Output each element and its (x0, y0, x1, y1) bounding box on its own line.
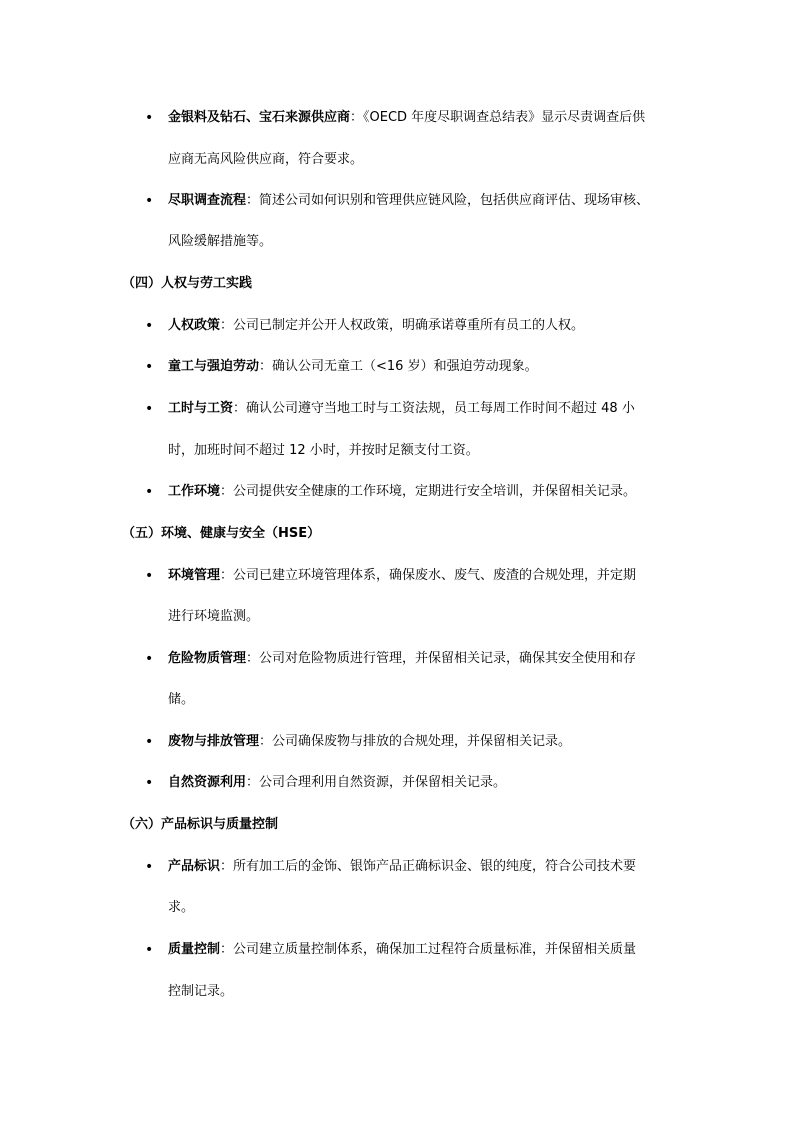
item-term: 产品标识 (168, 859, 221, 874)
bullet: • (145, 193, 154, 209)
bullet: • (145, 734, 154, 750)
bullet: • (145, 942, 154, 958)
item-description: ：公司已制定并公开人权政策，明确承诺尊重所有员工的人权。 (220, 318, 585, 333)
bullet: • (145, 775, 154, 791)
item-term: 工作环境 (168, 484, 221, 499)
item-term: 尽职调查流程 (168, 193, 247, 208)
item-term: 质量控制 (168, 942, 221, 957)
item-term: 金银料及钻石、宝石来源供应商 (168, 110, 351, 125)
item-description: ：《OECD 年度尽职调查总结表》显示尽责调查后供 (350, 110, 646, 125)
bullet: • (145, 359, 154, 375)
item-term: 人权政策 (168, 318, 221, 333)
bullet: • (145, 568, 154, 584)
bullet: • (145, 110, 154, 126)
item-description: ：确认公司遵守当地工时与工资法规，员工每周工作时间不超过 48 小 (233, 401, 635, 416)
item-description: ：所有加工后的金饰、银饰产品正确标识金、银的纯度，符合公司技术要 (220, 859, 637, 874)
item-term: 环境管理 (168, 568, 221, 583)
item-term: 废物与排放管理 (168, 734, 260, 749)
item-description: ：公司对危险物质进行管理，并保留相关记录，确保其安全使用和存 (246, 651, 637, 666)
item-description: ：公司提供安全健康的工作环境，定期进行安全培训，并保留相关记录。 (220, 484, 637, 499)
bullet: • (145, 651, 154, 667)
item-description: ：公司合理利用自然资源，并保留相关记录。 (246, 775, 507, 790)
item-term: 危险物质管理 (168, 651, 247, 666)
bullet: • (145, 484, 154, 500)
item-term: 自然资源利用 (168, 775, 247, 790)
item-term: 童工与强迫劳动 (168, 359, 260, 374)
item-description: ：确认公司无童工（<16 岁）和强迫劳动现象。 (259, 359, 538, 374)
item-description: ：公司已建立环境管理体系，确保废水、废气、废渣的合规处理，并定期 (220, 568, 637, 583)
item-description: ：简述公司如何识别和管理供应链风险，包括供应商评估、现场审核、 (246, 193, 650, 208)
bullet: • (145, 401, 154, 417)
bullet: • (145, 318, 154, 334)
document-page: • 金银料及钻石、宝石来源供应商：《OECD 年度尽职调查总结表》显示尽责调查后供 应商无高风险供应商，符合要求。 • 尽职调查流程：简述公司如何识别和管理供应链风险，包括供应商评估、现场审核、 风险缓解措施等。 （四）人权与劳工实践 • 人权政策：公司已制定并公开人权政策，明确承诺尊重所有员工的人权。 • 童工与强迫劳动：确认公司无童工（<16 岁）和强迫劳动现象。 • 工时与工资：确认公司遵守当地工时与工资法规，员工每周工作时间不超过 48 小 时，加班时间不超过 12 小时，并按时足额支付工资。 • 工作环境：公司提供安全健康的工作环境，定期进行安全培训，并保留相关记录。 （五）环境、健康与安全（HSE） • 环境管理：公司已建立环境管理体系，确保废水、废气、废渣的合规处理，并定期 进行环境监测。 • 危险物质管理：公司对危险物质进行管理，并保留相关记录，确保其安全使用和存 储。 • 废物与排放管理：公司确保废物与排放的合规处理，并保留相关记录。 • 自然资源利用：公司合理利用自然资源，并保留相关记录。 （六）产品标识与质量控制 • 产品标识：所有加工后的金饰、银饰产品正确标识金、银的纯度，符合公司技术要 求。 • 质量控制：公司建立质量控制体系，确保加工过程符合质量标准，并保留相关质量 控制记录。 (122, 110, 650, 999)
item-description: ：公司建立质量控制体系，确保加工过程符合质量标准，并保留相关质量 (220, 942, 637, 957)
item-term: 工时与工资 (168, 401, 234, 416)
bullet: • (145, 859, 154, 875)
item-description: ：公司确保废物与排放的合规处理，并保留相关记录。 (259, 734, 572, 749)
